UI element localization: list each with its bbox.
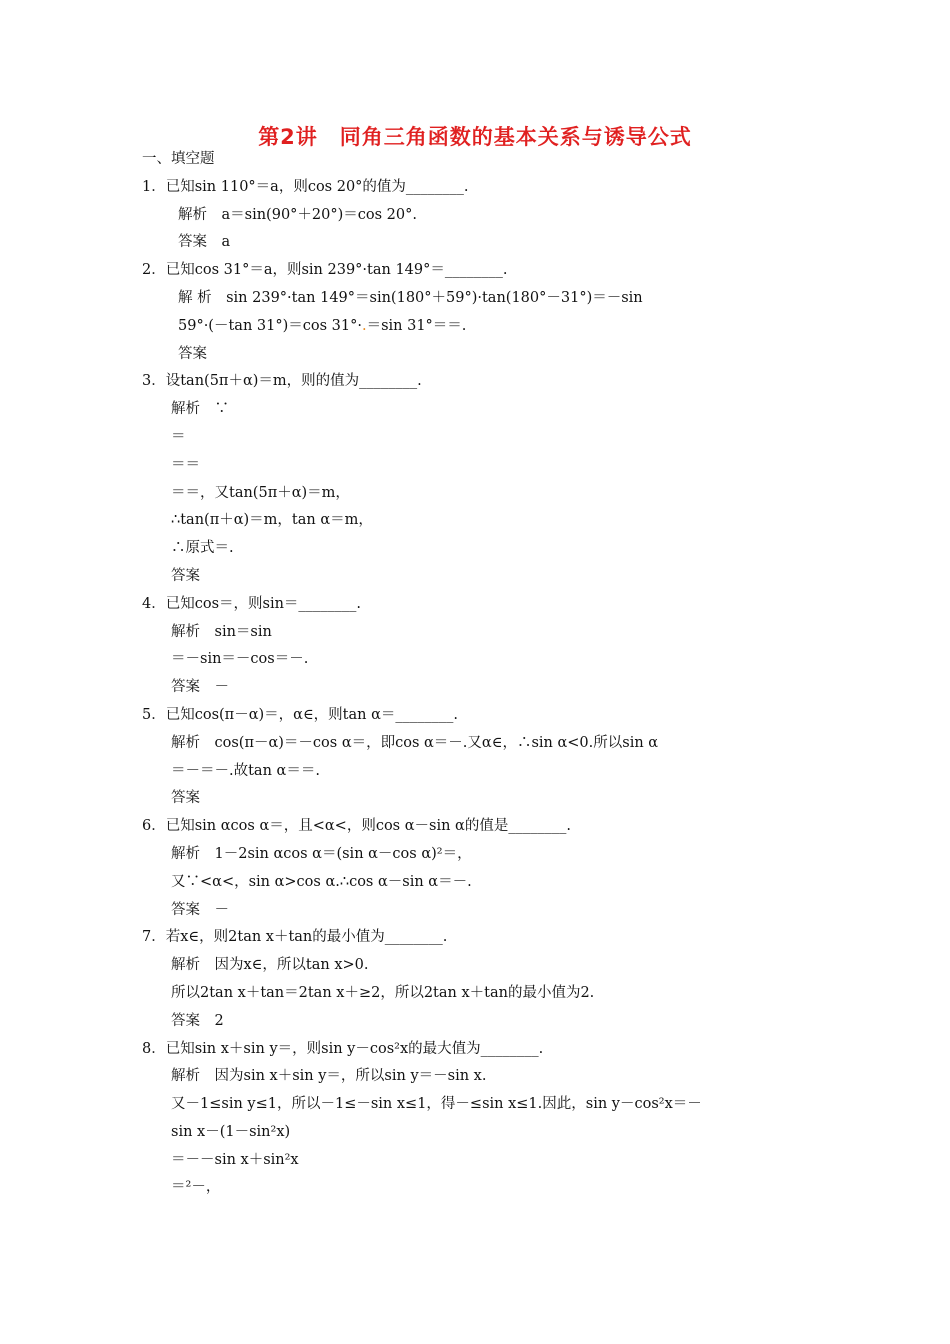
line-text: ＝－sin＝－cos＝－.	[171, 651, 309, 668]
text-line	[142, 257, 814, 285]
text-line	[142, 1147, 814, 1175]
text-line	[142, 1119, 814, 1147]
line-text: ＝²－，	[171, 1179, 221, 1196]
text-line	[142, 869, 814, 897]
line-text: 答案 a	[178, 234, 231, 251]
line-text: 6．已知sin αcos α＝，且<α<，则cos α－sin α的值是________.	[142, 818, 571, 835]
line-text: 1．已知sin 110°＝a，则cos 20°的值为________.	[142, 178, 469, 195]
line-text: 答案	[178, 345, 207, 362]
line-text: 2．已知cos 31°＝a，则sin 239°·tan 149°＝________.	[142, 262, 508, 279]
text-line	[142, 285, 814, 313]
line-text: sin x－(1－sin²x)	[171, 1123, 291, 1140]
text-line	[142, 563, 814, 591]
line-text: 一、填空题	[142, 151, 215, 167]
text-line	[142, 368, 814, 396]
text-line	[142, 202, 814, 230]
text-line	[142, 952, 814, 980]
orange-mark: .	[361, 317, 367, 334]
line-text: 又－1≤sin y≤1，所以－1≤－sin x≤1，得－≤sin x≤1.因此，sin y－cos²x＝－	[171, 1096, 702, 1113]
line-text: 答案 2	[171, 1012, 224, 1029]
text-line	[142, 785, 814, 813]
text-line	[142, 841, 814, 869]
text-line	[142, 1008, 814, 1036]
line-text: 解析 a＝sin(90°＋20°)＝cos 20°.	[178, 206, 417, 223]
line-text: ＝＝	[171, 456, 200, 473]
text-line	[142, 730, 814, 758]
text-line	[142, 702, 814, 730]
text-line	[142, 341, 814, 369]
line-text: 4．已知cos＝，则sin＝________.	[142, 595, 362, 612]
text-line	[142, 674, 814, 702]
line-tail: ＝sin 31°＝＝.	[366, 317, 467, 334]
text-line	[142, 1036, 814, 1064]
text-line	[142, 313, 814, 341]
text-line	[142, 1063, 814, 1091]
line-text: 解析 cos(π－α)＝－cos α＝，即cos α＝－.又α∈，∴sin α<0.所以sin α	[171, 734, 659, 751]
text-line	[142, 424, 814, 452]
text-line	[142, 591, 814, 619]
text-line	[142, 535, 814, 563]
line-text: 所以2tan x＋tan＝2tan x＋≥2，所以2tan x＋tan的最小值为2.	[171, 984, 595, 1001]
page-title: 第2讲 同角三角函数的基本关系与诱导公式	[258, 125, 692, 149]
text-line	[142, 229, 814, 257]
line-text: 答案	[171, 790, 200, 807]
line-text: 又∵<α<，sin α>cos α.∴cos α－sin α＝－.	[171, 873, 472, 890]
text-line	[142, 146, 814, 174]
text-line	[142, 758, 814, 786]
line-text: 解析 ∵	[171, 401, 229, 418]
line-text: ＝	[171, 428, 186, 445]
line-text: ＝＝，又tan(5π＋α)＝m，	[171, 484, 350, 501]
line-text: 解析 1－2sin αcos α＝(sin α－cos α)²＝，	[171, 845, 472, 862]
text-line	[142, 619, 814, 647]
document-body	[142, 146, 814, 1202]
line-text: 解析 因为x∈，所以tan x>0.	[171, 957, 369, 974]
line-text: 解析 因为sin x＋sin y＝，所以sin y＝－sin x.	[171, 1068, 487, 1085]
line-text: ＝－＝－.故tan α＝＝.	[171, 762, 320, 779]
text-line	[142, 897, 814, 925]
line-text: ∴tan(π＋α)＝m，tan α＝m，	[171, 512, 373, 529]
text-line	[142, 980, 814, 1008]
line-text: 解析 sin＝sin	[171, 623, 272, 640]
text-line	[142, 646, 814, 674]
text-line	[142, 174, 814, 202]
text-line	[142, 507, 814, 535]
line-text: 59°·(－tan 31°)＝cos 31°·	[178, 317, 362, 334]
line-text: 解 析 sin 239°·tan 149°＝sin(180°＋59°)·tan(180°－31°)＝－sin	[178, 289, 643, 306]
text-line	[142, 480, 814, 508]
text-line	[142, 813, 814, 841]
line-text: ∴原式＝.	[171, 540, 234, 557]
text-line	[142, 1174, 814, 1202]
text-line	[142, 396, 814, 424]
text-line	[142, 1091, 814, 1119]
text-line	[142, 924, 814, 952]
line-text: ＝－－sin x＋sin²x	[171, 1151, 299, 1168]
line-text: 7．若x∈，则2tan x＋tan的最小值为________.	[142, 929, 448, 946]
line-text: 答案 －	[171, 901, 229, 918]
line-text: 答案 －	[171, 679, 229, 696]
line-text: 5．已知cos(π－α)＝，α∈，则tan α＝________.	[142, 706, 458, 723]
line-text: 8．已知sin x＋sin y＝，则sin y－cos²x的最大值为________.	[142, 1040, 544, 1057]
line-text: 3．设tan(5π＋α)＝m，则的值为________.	[142, 373, 422, 390]
line-text: 答案	[171, 567, 200, 584]
text-line	[142, 452, 814, 480]
